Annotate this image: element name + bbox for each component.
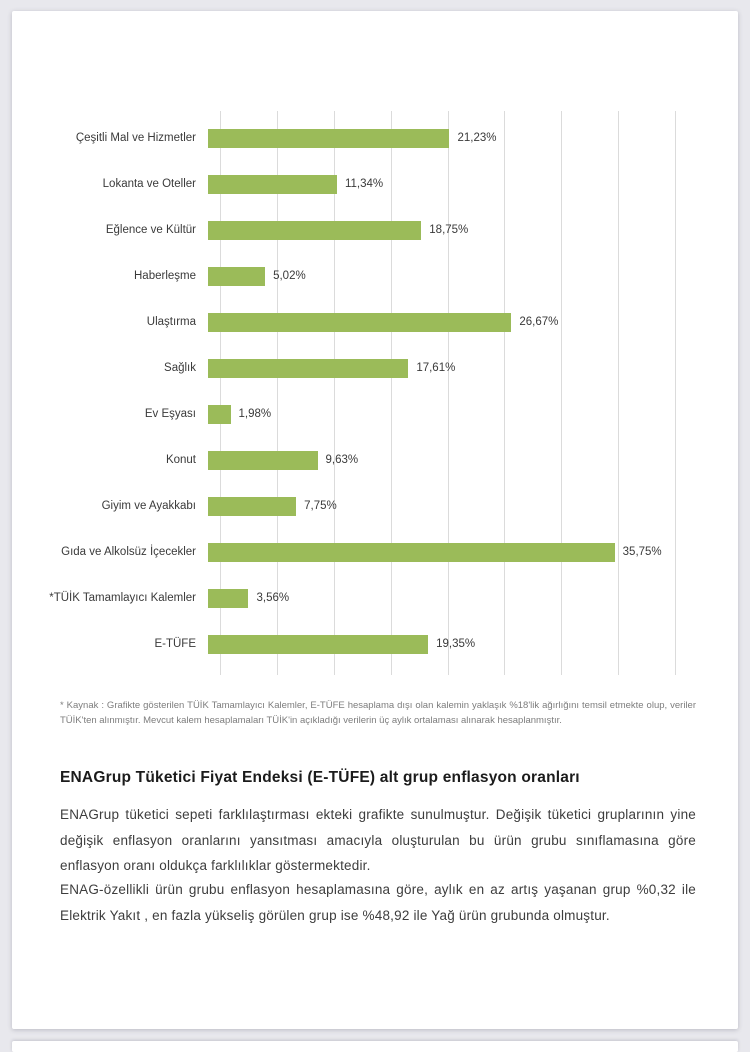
bar bbox=[208, 129, 449, 148]
section-heading: ENAGrup Tüketici Fiyat Endeksi (E-TÜFE) alt grup enflasyon oranları bbox=[60, 769, 580, 786]
chart-row bbox=[12, 161, 738, 207]
bar bbox=[208, 313, 511, 332]
bar-value-label: 1,98% bbox=[238, 408, 272, 420]
bar-track bbox=[208, 497, 663, 516]
bar-track bbox=[208, 267, 663, 286]
category-label: *TÜİK Tamamlayıcı Kalemler bbox=[49, 592, 196, 604]
bar bbox=[208, 543, 615, 562]
bar-track bbox=[208, 543, 663, 562]
source-footnote: * Kaynak : Grafikte gösterilen TÜİK Tamamlayıcı Kalemler, E-TÜFE hesaplama dışı olan kalemin yaklaşık %18'lik ağırlığını temsil etmekte olup, veriler TÜİK'ten alınmıştır. Mevcut kalem hesaplamaları TÜİK'in açıkladığı verilerin üç aylık ortalaması alınarak hesaplanmıştır. bbox=[60, 700, 696, 726]
bar-value-label: 18,75% bbox=[429, 224, 469, 236]
chart-row bbox=[12, 529, 738, 575]
bar-track bbox=[208, 451, 663, 470]
chart-row bbox=[12, 621, 738, 667]
bar-track bbox=[208, 221, 663, 240]
chart-row bbox=[12, 299, 738, 345]
category-label: Lokanta ve Oteller bbox=[102, 178, 196, 190]
category-label: Giyim ve Ayakkabı bbox=[101, 500, 196, 512]
bar-track bbox=[208, 175, 663, 194]
bar-track bbox=[208, 589, 663, 608]
bar bbox=[208, 451, 318, 470]
chart-row bbox=[12, 253, 738, 299]
bar-track bbox=[208, 359, 663, 378]
bar-value-label: 11,34% bbox=[344, 178, 384, 190]
bar-value-label: 9,63% bbox=[325, 454, 359, 466]
bar-track bbox=[208, 313, 663, 332]
bar-value-label: 3,56% bbox=[256, 592, 290, 604]
bar bbox=[208, 405, 231, 424]
bar-track bbox=[208, 129, 663, 148]
bar bbox=[208, 221, 421, 240]
bar-value-label: 5,02% bbox=[273, 270, 306, 282]
bar-value-label: 19,35% bbox=[436, 638, 476, 650]
category-label: Ulaştırma bbox=[146, 316, 196, 328]
category-label: E-TÜFE bbox=[154, 638, 196, 650]
category-label: Çeşitli Mal ve Hizmetler bbox=[75, 132, 196, 144]
inflation-bar-chart bbox=[12, 111, 738, 675]
bar-value-label: 7,75% bbox=[304, 500, 337, 512]
chart-row bbox=[12, 345, 738, 391]
category-label: Gıda ve Alkolsüz İçecekler bbox=[61, 546, 196, 558]
chart-row bbox=[12, 437, 738, 483]
bar bbox=[208, 175, 337, 194]
category-label: Eğlence ve Kültür bbox=[105, 224, 196, 236]
bar-value-label: 21,23% bbox=[457, 132, 497, 144]
category-label: Haberleşme bbox=[134, 270, 196, 282]
next-page-edge bbox=[12, 1041, 738, 1052]
bar bbox=[208, 267, 265, 286]
category-label: Sağlık bbox=[164, 362, 196, 374]
category-label: Konut bbox=[165, 454, 196, 466]
bar-track bbox=[208, 635, 663, 654]
bar bbox=[208, 359, 408, 378]
bar bbox=[208, 635, 428, 654]
bar-track bbox=[208, 405, 663, 424]
chart-rows bbox=[12, 115, 738, 667]
report-page bbox=[12, 11, 738, 1029]
chart-row bbox=[12, 483, 738, 529]
bar-value-label: 26,67% bbox=[519, 316, 559, 328]
chart-row bbox=[12, 115, 738, 161]
category-label: Ev Eşyası bbox=[144, 408, 196, 420]
chart-row bbox=[12, 575, 738, 621]
bar-value-label: 17,61% bbox=[416, 362, 456, 374]
chart-row bbox=[12, 391, 738, 437]
bar bbox=[208, 497, 296, 516]
body-paragraph-1: ENAGrup tüketici sepeti farklılaştırması ekteki grafikte sunulmuştur. Değişik tüketici gruplarının yine değişik enflasyon oranlarını yansıtması amacıyla oluşturulan bu ürün grubu sınıflamasına göre enflasyon oranı oldukça farklılıklar göstermektedir. bbox=[60, 807, 696, 873]
bar bbox=[208, 589, 248, 608]
chart-row bbox=[12, 207, 738, 253]
bar-value-label: 35,75% bbox=[622, 546, 662, 558]
body-paragraph-2: ENAG-özellikli ürün grubu enflasyon hesaplamasına göre, aylık en az artış yaşanan grup %0,32 ile Elektrik Yakıt , en fazla yükseliş görülen grup ise %48,92 ile Yağ ürün grubunda olmuştur. bbox=[60, 882, 696, 923]
